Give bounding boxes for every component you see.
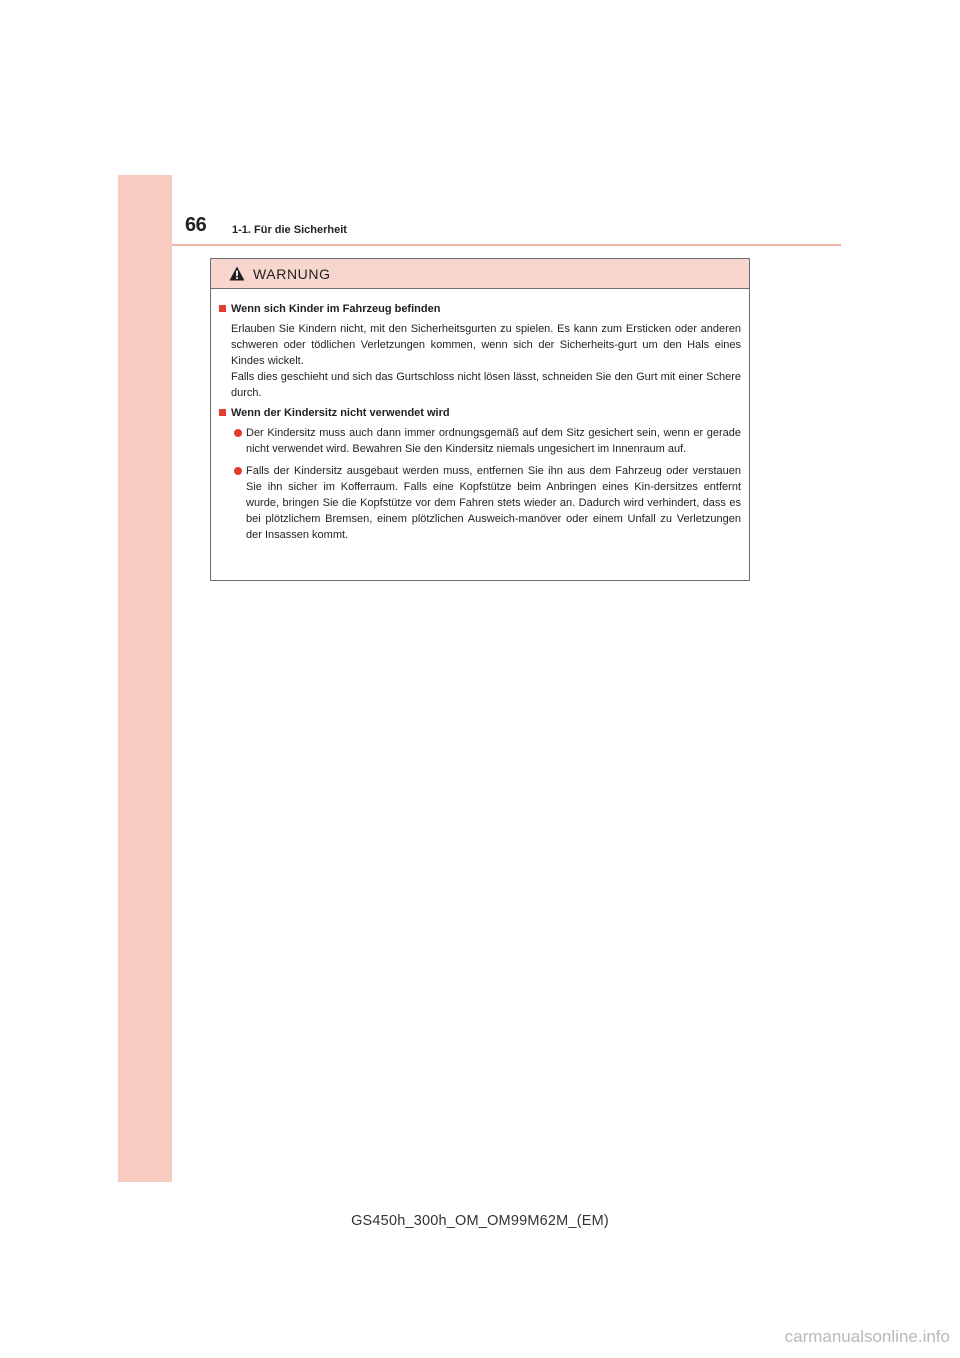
- warning-header: [211, 259, 749, 289]
- section-heading: Wenn sich Kinder im Fahrzeug befinden: [231, 303, 441, 315]
- bullet-text: Falls der Kindersitz ausgebaut werden muss, entfernen Sie ihn aus dem Fahrzeug oder verstauen Sie ihn sicher im Kofferraum. Falls eine Kopfstütze beim Anbringen eines Kin-dersitzes entfernt wurde, bringen Sie die Kopfstütze vor dem Fahren stets wieder an. Dadurch wird verhindert, dass es bei plötzlichem Bremsen, einem plötzlichen Ausweich-manöver oder einem Unfall zu Verletzungen der Insassen kommt.: [246, 465, 741, 541]
- warning-section-unused-seat: [217, 405, 741, 543]
- section-paragraph: Falls dies geschieht und sich das Gurtschloss nicht lösen lässt, schneiden Sie den Gurt mit einer Schere durch.: [231, 371, 741, 399]
- square-bullet-icon: [219, 409, 226, 416]
- round-bullet-icon: [234, 429, 242, 437]
- warning-section-children: [217, 301, 741, 401]
- side-color-band: [118, 175, 172, 1182]
- section-paragraph: Erlauben Sie Kindern nicht, mit den Sicherheitsgurten zu spielen. Es kann zum Ersticken oder anderen schweren oder tödlichen Verletzungen kommen, wenn sich der Sicherheits-gurt um den Hals eines Kindes wickelt.: [231, 323, 741, 367]
- watermark: carmanualsonline.info: [784, 1327, 950, 1346]
- warning-title: WARNUNG: [253, 265, 331, 282]
- document-code: GS450h_300h_OM_OM99M62M_(EM): [351, 1213, 609, 1229]
- round-bullet-icon: [234, 467, 242, 475]
- bullet-item: [217, 463, 741, 543]
- warning-box: [210, 258, 750, 581]
- section-heading: Wenn der Kindersitz nicht verwendet wird: [231, 407, 450, 419]
- bullet-item: [217, 425, 741, 457]
- square-bullet-icon: [219, 305, 226, 312]
- warning-body: [211, 289, 749, 543]
- section-title: 1-1. Für die Sicherheit: [232, 224, 347, 236]
- page-number: 66: [185, 214, 207, 236]
- warning-triangle-icon: [229, 266, 245, 281]
- header-divider: [172, 244, 841, 246]
- bullet-text: Der Kindersitz muss auch dann immer ordnungsgemäß auf dem Sitz gesichert sein, wenn er gerade nicht verwendet wird. Bewahren Sie den Kindersitz niemals ungesichert im Innenraum auf.: [246, 427, 741, 455]
